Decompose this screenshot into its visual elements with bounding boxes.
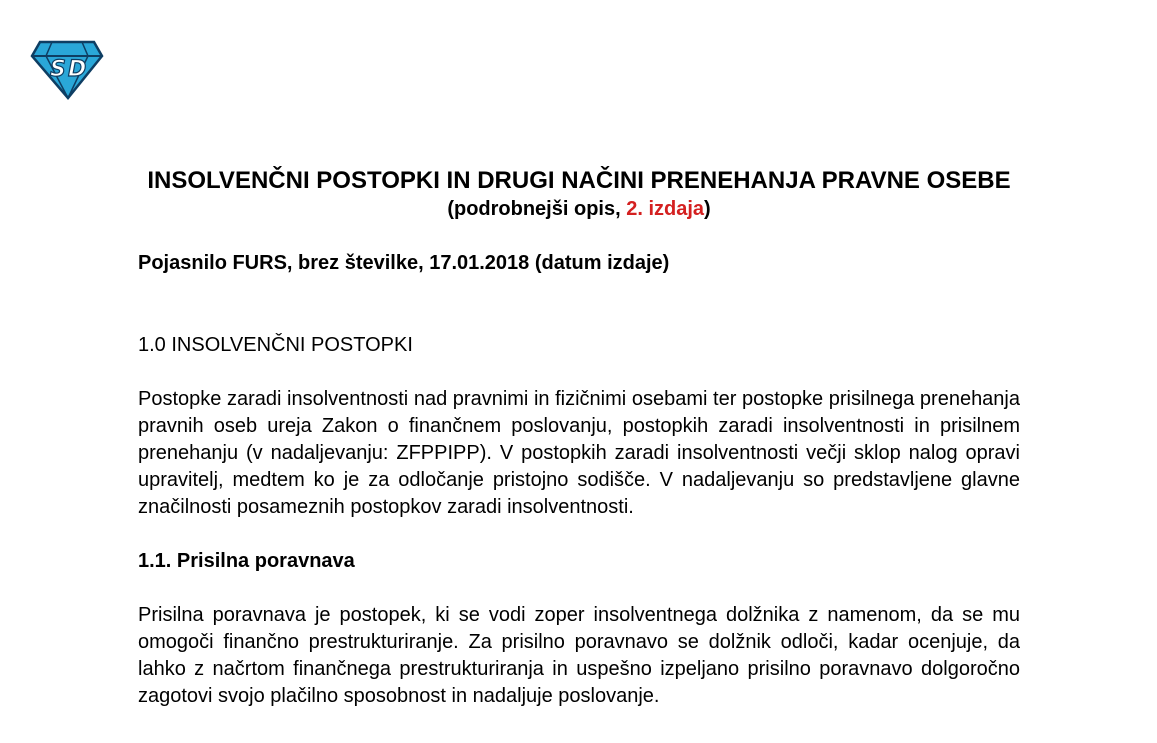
- section-heading: 1.0 INSOLVENČNI POSTOPKI: [138, 334, 413, 356]
- subtitle-open: (podrobnejši opis,: [447, 198, 627, 220]
- subtitle-close: ): [704, 198, 711, 220]
- document-meta: Pojasnilo FURS, brez številke, 17.01.2018 (datum izdaje): [138, 252, 670, 274]
- edition-label: 2. izdaja: [626, 198, 705, 220]
- section-paragraph: Postopke zaradi insolventnosti nad pravnimi in fizičnimi osebami ter postopke prisilnega prenehanja pravnih oseb ureja Zakon o finančnem poslovanju, postopkih zaradi insolventnosti in prisilnem prenehanju (v nadaljevanju: ZFPPIPP). V postopkih zaradi insolventnosti večji sklop nalog opravi upravitelj, medtem ko je za odločanje pristojno sodišče. V nadaljevanju so predstavljene glavne značilnosti posameznih postopkov zaradi insolventnosti.: [138, 388, 1020, 518]
- sd-diamond-logo-icon: [30, 40, 104, 100]
- document-title: INSOLVENČNI POSTOPKI IN DRUGI NAČINI PRENEHANJA PRAVNE OSEBE: [147, 167, 1011, 194]
- svg-text:D: D: [68, 57, 87, 82]
- subsection-heading: 1.1. Prisilna poravnava: [138, 550, 355, 572]
- subsection-paragraph: Prisilna poravnava je postopek, ki se vodi zoper insolventnega dolžnika z namenom, da se mu omogoči finančno prestrukturiranje. Za prisilno poravnavo se dolžnik odloči, kadar ocenjuje, da lahko z načrtom finančnega prestrukturiranja in uspešno izpeljano prisilno poravnavo dolgoročno zagotovi svojo plačilno sposobnost in nadaljuje poslovanje.: [138, 604, 1020, 707]
- document-subtitle: [138, 195, 1020, 223]
- svg-text:S: S: [50, 57, 66, 82]
- document-body: [138, 166, 1020, 710]
